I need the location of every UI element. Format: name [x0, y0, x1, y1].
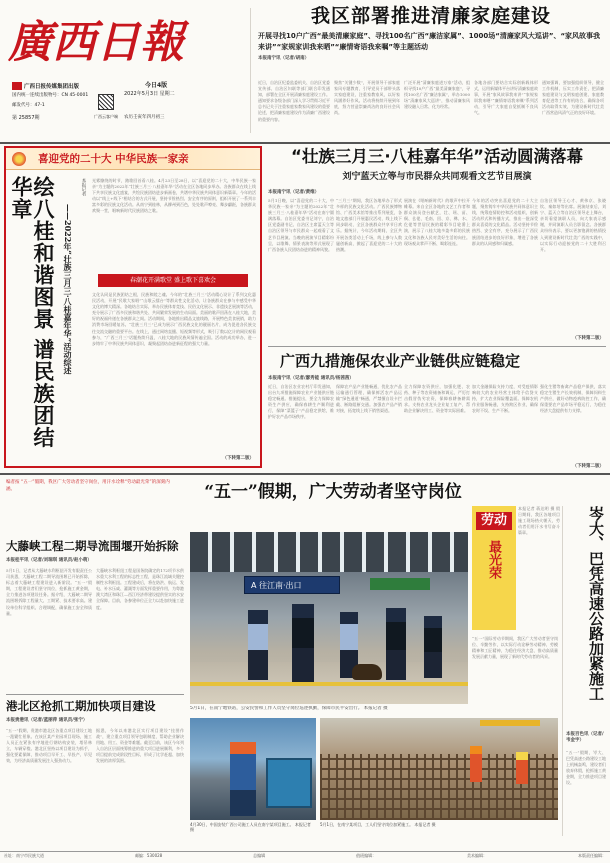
footer-art: 美术编辑： [467, 853, 488, 858]
exit-sign [370, 578, 430, 590]
worker-figure [230, 742, 256, 816]
caption-right: 5月1日，在南宁某项目，工人们坚守岗位加紧施工。 本报记者 摄 [320, 822, 436, 827]
lead-story [258, 4, 604, 136]
dam-byline: 本报桂平讯（记者/刘瑞琪 通讯员/赵小萌） [6, 558, 92, 563]
highway-story [566, 506, 606, 836]
festival-body-2: “三月三”期间，我区各地举办了形式多样的民族文化活动。广西民族博物馆、广西美术馆等推出系列展览，各地文旅部门开展惠民活动，线上线下同步联动，全区各族群众共享节日欢乐。据统计，今年活动期间，全区共开展各类活动上千场，线上参与人数屡创新高，掀起了喜迎党的二十大的热潮。 [336, 198, 402, 252]
feature-banner [6, 148, 260, 170]
agri-trailer: （下转第二版） [572, 464, 604, 469]
pages-count: 今日4版 [145, 82, 168, 89]
stamp-side-text: “五一”国际劳动节期间，我区广大劳动者坚守岗位、辛勤劳作，以实际行动诠释劳动精神、劳模精神和工匠精神，为稳住经济大盘、推动高质量发展贡献力量，展现了新时代劳动者的风采。 [472, 636, 558, 660]
agri-body-4: 加大金融保险支持力度，对受疫情影响较大的农业经营主体给予信贷支持，扩大农业保险覆盖面。保障农机作业服务畅通，支持跨区作业，确保农时不误、生产不断。 [472, 384, 538, 414]
officer-figure [248, 610, 268, 680]
masthead-logo [8, 8, 198, 78]
agri-story [268, 350, 606, 470]
port-body-1: “五一”假期，贵港市港北区各重点项目建设工地一派繁忙景象。在该区某产业园项目现场，施工人员正在紧张有序地进行钢结构安装，塔吊林立，车辆穿梭。港北区坚持以项目建设为抓手，强化要素保障，推动项目早开工、早投产、早见效，为经济高质量发展注入强劲动力。 [6, 728, 92, 764]
officer-figure [292, 604, 314, 682]
crane [480, 720, 540, 726]
highway-title: 岑大、巴凭高速公路加紧施工 [587, 506, 605, 701]
agri-byline: 本报南宁讯（记者/廖秀能 通讯员/杨茜茜） [268, 376, 354, 381]
labor-stamp [472, 506, 516, 630]
port-body-2: 据悉，今年以来港北区实行项目建设“挂图作战”，建立重点项目领导包联制度，帮助企业解决用地、用工、资金等难题。截至目前，该区今年列入自治区层面统筹推进的重大项目进展顺利，多个项目提前完成阶段性目标，形成了比学赶超、加快发展的浓厚氛围。 [96, 728, 184, 764]
lead-body-col3: 广泛开展“清廉家庭进万家”活动，组织寻找10户广西“最美清廉家庭”，寻找100名广西“廉洁家属”，举办1000场“清廉家风大巡讲”，推动清廉家风建设融入日常、化为经常。 [404, 80, 470, 110]
festival-body-1: 5月1日晚，以“喜迎党的二十大，中华民族一家亲”为主题的2022年“壮族三月三·八桂嘉年华”活动在南宁圆满落幕。自治区党委书记刘宁，自治区党委副书记、自治区主席蓝天立等自治区领导与市民群众一起观看了文艺节目展演。当晚的展演节目精彩纷呈，以歌舞、情景表演等形式展现了广西各族人民团结奋进的精神风貌。 [268, 198, 334, 252]
lead-story-byline: 本报南宁讯（记者/胡南） [258, 56, 310, 61]
logo-icon [12, 82, 22, 90]
worker-figure [470, 746, 482, 782]
agri-body-5: 强化生猪等畜禽产品稳产保供，落实稳定生猪生产长效机制，保障饲料生产供应，做好动物疫病防控工作，确保重要农产品市场平稳运行，为稳住经济大盘提供有力支撑。 [540, 384, 606, 414]
stamp-top-text: 本报记者 蒋达明 摄 假日期间，我区各地项目施工现场热火朝天，劳动者们用汗水书写奋斗篇章。 [518, 506, 560, 536]
footer-postcode: 邮编：530028 [134, 853, 163, 858]
footer-responsible: 本版责任编辑： [577, 853, 606, 858]
feature-byline: 本报记者 [81, 178, 86, 196]
photo-caption: 5月1日，在南宁地铁站，公安民警和工作人员坚守岗位巡逻执勤，保障市民平安出行。 本报记者 摄 [190, 706, 388, 711]
lead-body-col2: 聚焦“关键少数”，开展领导干部家庭家风专题教育，引导党员干部带头落实家庭建设，注重家教家风，以好家风涵养好作风。活动将持续开展到年底，努力营造崇廉尚洁的良好社会风尚。 [334, 80, 400, 116]
equipment [266, 758, 312, 808]
station-sign-text: A 往江南·出口 [251, 581, 302, 590]
festival-subtitle: 刘宁蓝天立等与市民群众共同观看文艺节目展演 [342, 172, 532, 182]
feature-banner-text: 喜迎党的二十大 中华民族一家亲 [38, 153, 189, 165]
postal-code: 邮发代号：47-1 [12, 103, 45, 108]
flower-icon [12, 152, 26, 166]
footer [4, 853, 606, 863]
footer-duty: 值班编辑： [356, 853, 377, 858]
police-dog [352, 664, 382, 680]
feature-body-top: 光雾缭绕的时节，踏歌回首看八桂。4月23日至28日，以“喜迎党的二十大，中华民族一家亲”为主题的2022年“壮族三月三·八桂嘉年华”活动在全区各地同步举办。各族群众在线上线下共享民族文化盛宴，共绘民族团结进步新画卷，共谱中华民族共同体意识新篇章。今年的活动以“线上+线下”相结合的方式开展，坚持节俭热烈、安全有序的原则，组织开展了一系列丰富多彩的民族文化活动。从南宁到桂林，从柳州到百色，处处歌声嘹亮、舞步翩跹，各族群众欢聚一堂，唱响新时代民族团结之歌。 [92, 178, 256, 214]
festival-story [268, 146, 606, 342]
port-title: 港北区抢抓工期加快项目建设 [6, 699, 156, 713]
dam-body-2: 大藤峡水利枢纽工程是国务院确定的172项节水供水重大水利工程的标志性工程，是珠江流域关键控制性水利枢纽。工程建成后，将在防洪、航运、发电、补水压咸、灌溉等方面发挥重要作用，为粤港澳大湾区和珠江—西江经济带建设提供坚实的水安全保障。目前，各参建单位正全力以赴加快施工进度。 [96, 568, 184, 610]
feature-inner-banner-text: 春潮花开满歌堂 盛上歌下喜欢会 [130, 277, 216, 284]
agri-body-3: 全力保障农资供应，加强化肥、农药、种子等农资储备和调运，严厉打击假冒伪劣农资，保障春耕备耕需求。支持农业龙头企业复工复产，帮助企业解决用工、资金等实际困难。 [404, 384, 470, 414]
port-byline: 本报贵港讯（记者/蓝丽萍 通讯员/张宁） [6, 718, 88, 723]
app-qr [98, 94, 114, 110]
feature-subhead: ——2022年“壮族三月三·八桂嘉年华”活动综述 [63, 204, 73, 375]
issn: 国内统一连续出版物号：CN 45-0001 [12, 93, 89, 98]
dam-title: 大藤峡工程二期导流围堰开始拆除 [6, 539, 179, 553]
station-sign [244, 576, 340, 594]
agri-title: 广西九措施保农业产业链供应链稳定 [280, 352, 521, 370]
agri-body-2: 保障农产品产业链畅通，优化农产品运输通行管理，确保鲜活农产品运输“绿色通道”畅通，严禁擅自设卡拦截、断路阻断交通。加强农产品产销对接，拓宽线上线下销售渠道。 [336, 384, 402, 414]
feature-body-mid: 文化认同是民族团结之根，民族和睦之魂。今年的“壮族三月三”活动精心设计了系列文化惠民活动，开展“民歌大家唱”“山歌云擂台”等群众性文化活动，让各族群众在参与中感受中华文化的博大精深。各地结合实际，举办民族体育竞技、民俗文化展示、非遗技艺展演等活动，充分展示了广西多民族和谐共处、共同繁荣发展的生动局面。美丽的歌声回荡在八桂大地，美好的祝福传递在各族群众之间。活动期间，各地推出精品文旅线路，开展特色美食展销，助力消费市场回暖复苏。“壮族三月三”已成为展示广西民族文化的靓丽名片，成为促进各民族交往交流交融的重要平台。在线上，通过网络直播、短视频等形式，吸引了数以亿计的网民观看参与，“广西三月三”话题持续升温，八桂大地的民族风情传遍全国。活动的成功举办，进一步铸牢了中华民族共同体意识，凝聚起团结奋进新征程的强大力量。 [92, 292, 256, 346]
caption-left: 4月30日，中国安装广西公司施工人员在南宁某项目施工。 本报记者 摄 [190, 822, 311, 832]
worker-figure [516, 752, 528, 784]
mayday-section [0, 476, 610, 848]
festival-title: “壮族三月三·八桂嘉年华”活动圆满落幕 [291, 147, 583, 166]
construction-photo-right [320, 718, 558, 820]
dam-story [6, 538, 184, 688]
dam-body-1: 5月1日，记者从大藤峡水利枢纽开发有限责任公司获悉，大藤峡工程二期导流围堰已开始拆除，标志着大藤峡工程建设进入新阶段。“五一”假期，工程建设者们坚守岗位，抢抓施工黄金期，全力推进各项建设任务。据介绍，大藤峡二期导流围堰拆除工程量大、工期紧、技术要求高。建设单位科学组织、合理调配，确保施工安全和质量。 [6, 568, 92, 616]
festival-body-4: 今年的活动突出喜迎党的二十大主题，聚焦铸牢中华民族共同体意识主线，统筹疫情防控和活动组织，创新活动形式和传播方式，推出一批深受群众喜爱的文化精品。活动坚持节俭热烈、安全有序，充分展示了广西民族团结进步的良好形象，增进了各族群众的认同感和归属感。 [472, 198, 538, 246]
feature-box [4, 146, 262, 468]
lead-body-col5: 通知强调，要加强组织领导，健全工作机制，压实工作责任，把清廉家庭建设与文明家庭创建、家庭教育促进等工作有机结合，确保各项活动取得实效，为建设新时代壮美广西营造风清气正的良好环境。 [542, 80, 604, 116]
mayday-intro: 编者按 “五一”假期，我区广大劳动者坚守岗位，用汗水诠释“劳动最光荣”的深刻内涵。 [6, 480, 170, 492]
labor-stamp-sub: 最光荣 [486, 540, 501, 579]
festival-trailer: （下转第二版） [572, 336, 604, 341]
agri-body-1: 近日，自治区农业农村厅印发通知，出台九项措施保障农业产业链供应链稳定畅通。措施提出，要全力保障农资生产供应，确保春耕生产顺利进行，保障“菜篮子”产品稳定供给，维护好农产品市场秩序。 [268, 384, 334, 420]
highway-body: “五一”假期，岑大、巴凭高速公路建设工地上机械轰鸣，建设者们放弃休假，抢抓施工黄金期，全力推进项目建设。 [566, 750, 606, 786]
police-patrol-photo [190, 532, 468, 704]
feature-headline: 绘八桂和谐图景 谱民族团结华章 [9, 176, 55, 449]
port-story [6, 698, 184, 838]
footer-address: 社址：南宁市民族大道 [4, 853, 44, 858]
footer-editor: 总编辑 [253, 853, 266, 858]
festival-body-3: 展演在《唱响新时代》的歌声中拉开帷幕。来自全区各地的文艺工作者和群众演员登台献艺，壮、瑶、苗、侗、仫佬、毛南、回、京、彝、水、仡佬等世居民族的精彩节目轮番上演，展示了八桂大地多姿多彩的民族文化和各族人民对美好生活的向往。现场观众掌声不断、喝彩连连。 [404, 198, 470, 246]
publisher: 广西日报传媒集团出版 [24, 84, 80, 90]
issue-date: 2022年5月3日 星期二 [124, 91, 175, 97]
edition-number: 第 25857期 [12, 115, 40, 121]
lead-body-col1: 近日，自治区纪委监委机关、自治区党委宣传部、自治区妇联等部门联合印发通知，部署在全区开展清廉家庭建设工作。通知要求各级各部门深入学习贯彻习近平总书记关于注重家庭家教家风建设的重要论述，把清廉家庭建设作为清廉广西建设的重要内容。 [258, 80, 330, 122]
labor-stamp-title: 劳动 [476, 512, 512, 530]
ceiling-lights [190, 532, 468, 572]
masthead-info [12, 82, 252, 132]
officer-figure [424, 616, 442, 678]
feature-trailer: （下转第二版） [222, 456, 254, 461]
highway-byline: 本报百色讯（记者/韦金宇） [566, 732, 604, 743]
feature-inner-banner [98, 274, 248, 287]
festival-byline: 本报南宁讯（记者/黄维） [268, 190, 320, 195]
masthead [0, 0, 610, 138]
lead-story-subtitle: 开展寻找10户广西“最美清廉家庭”、寻找100名广西“廉洁家属”、1000场“清廉家风大巡讲”、“家风故事我来讲”“家规家训我来晒”“廉情寄语我来嘱”等主题活动 [258, 32, 601, 51]
lunar-date: 农历壬寅年四月初三 [124, 115, 165, 120]
mayday-headline: “五一”假期，广大劳动者坚守岗位 [204, 482, 462, 502]
festival-body-5: 自治区领导王心才、黄伟京、张晓钦、秦如培等出席。展演结束后，刘宁、蓝天立等自治区领导走上舞台，亲切看望演职人员，向大家表示感谢，并同演职人员合影留念。各族群众纷纷表示，要以更加饱满的热情投入到建设新时代壮美广西的实践中，以实际行动迎接党的二十大胜利召开。 [540, 198, 606, 252]
yellow-line [190, 682, 468, 686]
officer-figure [386, 608, 406, 680]
website-label: 广西云客户端 [94, 114, 118, 119]
lead-body-col4: 各地各部门要结合实际创新载体形式，运用新媒体平台讲好清廉家庭故事，开展“家风故事我来讲”“家规家训我来晒”“廉情寄语我来嘱”系列活动，引导广大家庭自觉抵制不良风气。 [474, 80, 538, 116]
logo-text: 廣西日報 [8, 17, 184, 68]
construction-photo-left [190, 718, 316, 820]
lead-story-title: 我区部署推进清廉家庭建设 [310, 5, 551, 27]
